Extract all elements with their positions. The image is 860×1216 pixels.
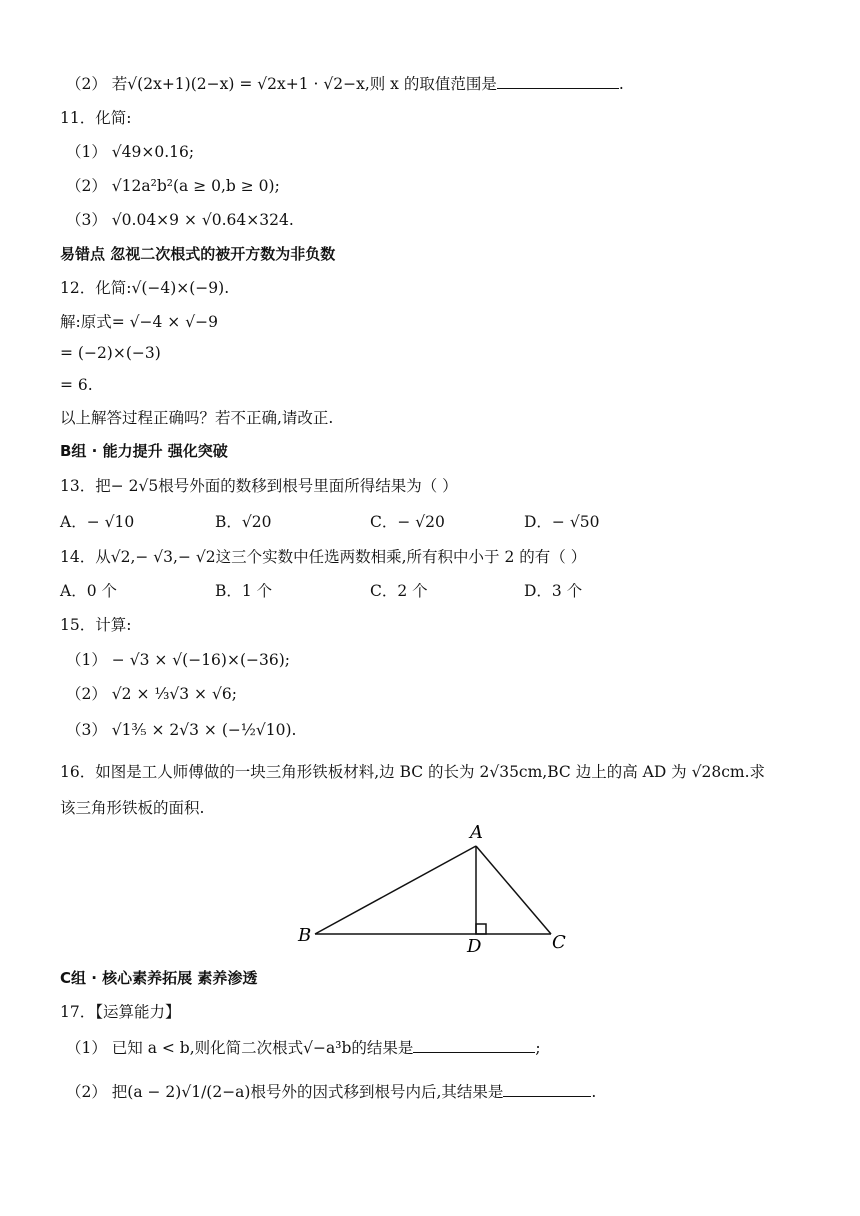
q11-item-1: （1） √49×0.16; [66,143,195,161]
q13-title: 13．把− 2√5根号外面的数移到根号里面所得结果为（ ） [60,477,458,495]
q13-option-a: A．− √10 [60,513,135,531]
q17-item-2-text: （2） 把(a − 2)√1/(2−a)根号外的因式移到根号内后,其结果是 [66,1083,504,1101]
q17-item-2 [66,1080,596,1102]
q16-line-2: 该三角形铁板的面积. [60,799,205,817]
q15-item-1: （1） − √3 × √(−16)×(−36); [66,651,290,669]
q17-item-1-text: （1） 已知 a < b,则化简二次根式√−a³b的结果是 [66,1039,414,1057]
q13-option-b: B．√20 [215,513,272,531]
label-b: B [298,925,312,946]
label-a: A [470,822,483,843]
q12-solution-line-3: = 6. [60,376,93,394]
q11-item-3: （3） √0.04×9 × √0.64×324. [66,211,294,229]
right-angle-mark [476,924,486,934]
q14-title: 14．从√2,− √3,− √2这三个实数中任选两数相乘,所有积中小于 2 的有（ ） [60,548,587,566]
answer-blank [497,72,619,89]
group-c-heading: C组 · 核心素养拓展 素养渗透 [60,969,258,987]
answer-blank [413,1036,535,1053]
q10-item-2-tail: . [618,75,624,93]
q16-line-1: 16．如图是工人师傅做的一块三角形铁板材料,边 BC 的长为 2√35cm,BC 边上的高 AD 为 √28cm.求 [60,763,766,781]
q14-option-a: A．0 个 [60,582,117,600]
q12-solution-line-1: 解:原式= √−4 × √−9 [60,313,218,331]
side-ab [315,846,476,934]
q10-item-2-text: （2） 若√(2x+1)(2−x) = √2x+1 · √2−x,则 x 的取值范围是 [66,75,497,93]
q14-option-d: D．3 个 [524,582,583,600]
q13-option-d: D．− √50 [524,513,600,531]
error-point-heading: 易错点 忽视二次根式的被开方数为非负数 [60,245,336,263]
answer-blank [503,1080,591,1097]
q17-title: 17．【运算能力】 [60,1003,181,1021]
group-b-heading: B组 · 能力提升 强化突破 [60,442,228,460]
q17-item-1 [66,1036,541,1058]
label-d: D [467,936,482,957]
q11-item-2: （2） √12a²b²(a ≥ 0,b ≥ 0); [66,177,280,195]
q10-item-2 [66,72,624,94]
q13-option-c: C．− √20 [370,513,445,531]
label-c: C [552,932,566,953]
q12-solution-line-2: = (−2)×(−3) [60,344,161,362]
q12-title: 12．化简:√(−4)×(−9). [60,279,230,297]
triangle-figure [290,818,580,958]
q12-question: 以上解答过程正确吗？若不正确,请改正. [60,409,334,427]
q11-title: 11．化简: [60,109,132,127]
q14-option-c: C．2 个 [370,582,428,600]
q15-item-2: （2） √2 × ⅓√3 × √6; [66,685,237,703]
side-ac [476,846,551,934]
q15-item-3: （3） √1³⁄₅ × 2√3 × (−½√10). [66,721,297,739]
q15-title: 15．计算: [60,616,132,634]
q17-item-2-tail: . [591,1083,597,1101]
q14-option-b: B．1 个 [215,582,273,600]
q17-item-1-tail: ; [535,1039,541,1057]
